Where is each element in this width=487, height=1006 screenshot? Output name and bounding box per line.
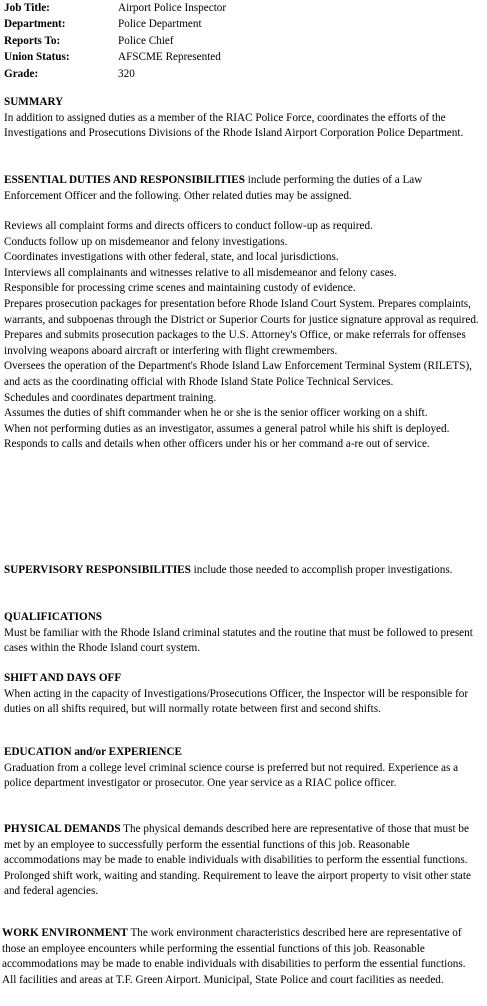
- physical-demands-section: [4, 822, 482, 900]
- header-row-reports-to: [4, 34, 226, 50]
- job-header: [4, 1, 226, 83]
- duty-item: Reviews all complaint forms and directs officers to conduct follow-up as required.: [4, 220, 373, 232]
- work-environment-section: [2, 926, 480, 988]
- duty-item: Coordinates investigations with other federal, state, and local jurisdictions.: [4, 251, 339, 264]
- duty-item: Assumes the duties of shift commander when he or she is the senior officer working on a shift.: [4, 407, 428, 420]
- header-value: Police Chief: [118, 34, 174, 47]
- header-value: Police Department: [118, 18, 202, 31]
- section-text: When acting in the capacity of Investigations/Prosecutions Officer, the Inspector will be responsible for duties on all shifts required, but will normally rotate between first and second shifts.: [4, 687, 469, 716]
- header-row-department: [4, 17, 226, 33]
- duty-item: Conducts follow up on misdemeanor and felony investigations.: [4, 235, 288, 248]
- duty-item: Responsible for processing crime scenes and maintaining custody of evidence.: [4, 282, 356, 295]
- duty-item: Responds to calls and details when other officers under his or her command a-re out of service.: [4, 438, 430, 451]
- essential-duties-intro: [4, 173, 482, 204]
- duty-item: When not performing duties as an investigator, assumes a general patrol while his shift is deployed.: [4, 422, 450, 435]
- section-text: include performing the duties of a Law Enforcement Officer and the following. Other related duties may be assigned.: [4, 174, 423, 202]
- header-label: Union Status:: [4, 51, 70, 64]
- duty-item: Interviews all complainants and witnesses relative to all misdemeanor and felony cases.: [4, 266, 397, 279]
- section-title: SUMMARY: [4, 96, 64, 108]
- header-label: Job Title:: [4, 2, 50, 14]
- header-label: Grade:: [4, 67, 39, 80]
- summary-section: [4, 95, 482, 142]
- header-value: Airport Police Inspector: [118, 2, 227, 14]
- qualifications-section: [4, 610, 482, 657]
- section-text: Graduation from a college level criminal science course is preferred but not required. Experience as a police department investigator or prosecutor. One year service as a RIAC police officer.: [4, 761, 459, 790]
- section-title: PHYSICAL DEMANDS: [4, 823, 121, 835]
- section-text: include those needed to accomplish proper investigations.: [190, 564, 453, 576]
- section-title: SUPERVISORY RESPONSIBILITIES: [4, 564, 191, 576]
- section-title: QUALIFICATIONS: [4, 611, 103, 623]
- duty-item: Prepares and submits prosecution packages to the U.S. Attorney's Office, or make referrals for offenses involving weapons aboard aircraft or interfering with flight crewmembers.: [4, 329, 466, 357]
- education-section: [4, 745, 482, 792]
- essential-duties-list: [4, 219, 482, 453]
- shift-section: [4, 671, 482, 718]
- section-text: Must be familiar with the Rhode Island criminal statutes and the routine that must be followed to present cases within the Rhode Island court system.: [4, 626, 473, 655]
- header-row-union-status: [4, 50, 226, 66]
- section-title: EDUCATION and/or EXPERIENCE: [4, 746, 182, 758]
- header-value: AFSCME Represented: [118, 51, 221, 64]
- section-title: SHIFT AND DAYS OFF: [4, 672, 122, 684]
- header-label: Reports To:: [4, 34, 61, 47]
- section-text: In addition to assigned duties as a member of the RIAC Police Force, coordinates the efforts of the Investigations and Prosecutions Divisions of the Rhode Island Airport Corporation Police Department.: [4, 111, 464, 140]
- duty-item: Oversees the operation of the Department's Rhode Island Law Enforcement Terminal System (RILETS), and acts as the coordinating official with Rhode Island State Police Technical Services.: [4, 360, 472, 388]
- header-value: 320: [118, 67, 135, 80]
- duty-item: Schedules and coordinates department training.: [4, 391, 217, 404]
- header-row-job-title: [4, 1, 226, 17]
- header-row-grade: [4, 67, 226, 83]
- section-text: The work environment characteristics described here are representative of those an employee encounters while performing the essential functions of this job. Reasonable accommodations may be made to enable individuals with disabilities to perform the essential functions. All facilities and areas at T.F. Green Airport. Municipal, State Police and court facilities as needed.: [2, 927, 466, 986]
- section-title: ESSENTIAL DUTIES AND RESPONSIBILITIES: [4, 174, 245, 186]
- section-title: WORK ENVIRONMENT: [2, 927, 128, 939]
- header-label: Department:: [4, 18, 66, 31]
- duty-item: Prepares prosecution packages for presentation before Rhode Island Court System. Prepares complaints, warrants, and subpoenas through the District or Superior Courts for justice signature approval as required.: [4, 297, 479, 326]
- section-text: The physical demands described here are representative of those that must be met by an employee to successfully perform the essential functions of this job. Reasonable accommodations may be made to enable individuals with disabilities to perform the essential functions. Prolonged shift work, waiting and standing. Requirement to leave the airport property to visit other state and federal agencies.: [4, 823, 471, 898]
- supervisory-section: [4, 563, 482, 579]
